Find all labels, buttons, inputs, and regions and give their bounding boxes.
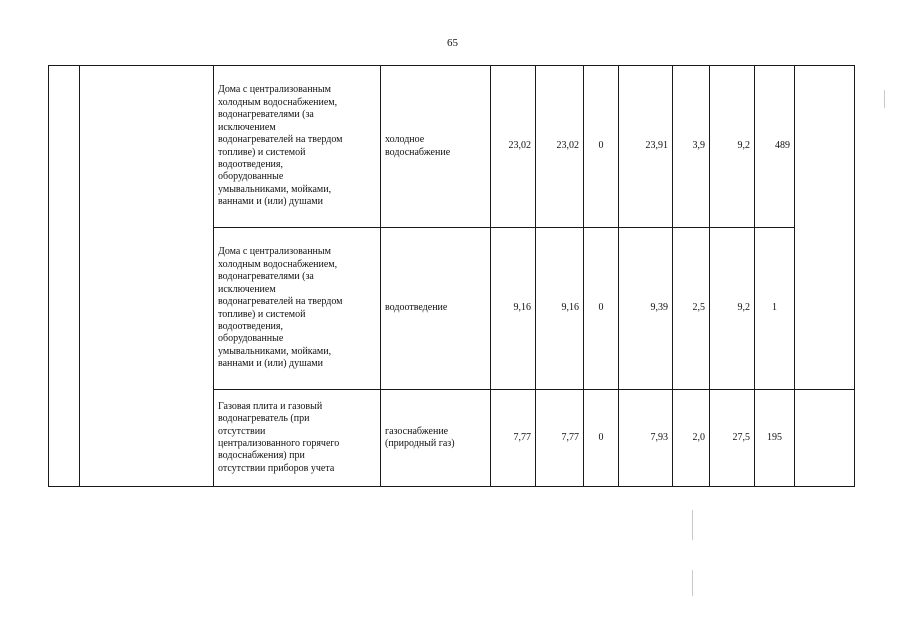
- value-cell: 27,5: [710, 390, 755, 487]
- value-cell: 0: [584, 228, 619, 390]
- value-cell: 0: [584, 66, 619, 228]
- value-cell: 7,77: [536, 390, 584, 487]
- value-cell: 0: [584, 390, 619, 487]
- value-cell: 9,2: [710, 228, 755, 390]
- table-row: [49, 66, 855, 228]
- blank-cell-number: [49, 66, 80, 487]
- scan-artifact: [692, 570, 693, 596]
- scan-artifact: [692, 510, 693, 540]
- utility-service: водоотведение: [381, 228, 491, 390]
- utility-service: газоснабжение (природный газ): [381, 390, 491, 487]
- blank-cell-right: [795, 390, 855, 487]
- value-cell: 195: [755, 390, 795, 487]
- value-cell: 3,9: [673, 66, 710, 228]
- value-cell: 23,91: [619, 66, 673, 228]
- housing-description: Газовая плита и газовый водонагреватель (при отсутствии централизованного горячего водоснабжения) при отсутствии приборов учета: [214, 390, 381, 487]
- value-cell: 9,39: [619, 228, 673, 390]
- value-cell: 9,16: [536, 228, 584, 390]
- value-cell: 2,0: [673, 390, 710, 487]
- value-cell: 489: [755, 66, 795, 228]
- value-cell: 7,93: [619, 390, 673, 487]
- blank-cell-right: [795, 66, 855, 390]
- value-cell: 7,77: [491, 390, 536, 487]
- value-cell: 9,16: [491, 228, 536, 390]
- value-cell: 23,02: [491, 66, 536, 228]
- value-cell: 23,02: [536, 66, 584, 228]
- blank-cell-settlement: [80, 66, 214, 487]
- value-cell: 2,5: [673, 228, 710, 390]
- tariff-table: [48, 65, 855, 487]
- utility-service: холодное водоснабжение: [381, 66, 491, 228]
- page-number: 65: [447, 37, 458, 49]
- value-cell: 9,2: [710, 66, 755, 228]
- housing-description: Дома с централизованным холодным водоснабжением, водонагревателями (за исключением водонагревателей на твердом топливе) и системой водоотведения, оборудованные умывальниками, мойками, ваннами и (или) душами: [214, 228, 381, 390]
- value-cell: 1: [755, 228, 795, 390]
- housing-description: Дома с централизованным холодным водоснабжением, водонагревателями (за исключением водонагревателей на твердом топливе) и системой водоотведения, оборудованные умывальниками, мойками, ваннами и (или) душами: [214, 66, 381, 228]
- scan-artifact: [884, 90, 885, 108]
